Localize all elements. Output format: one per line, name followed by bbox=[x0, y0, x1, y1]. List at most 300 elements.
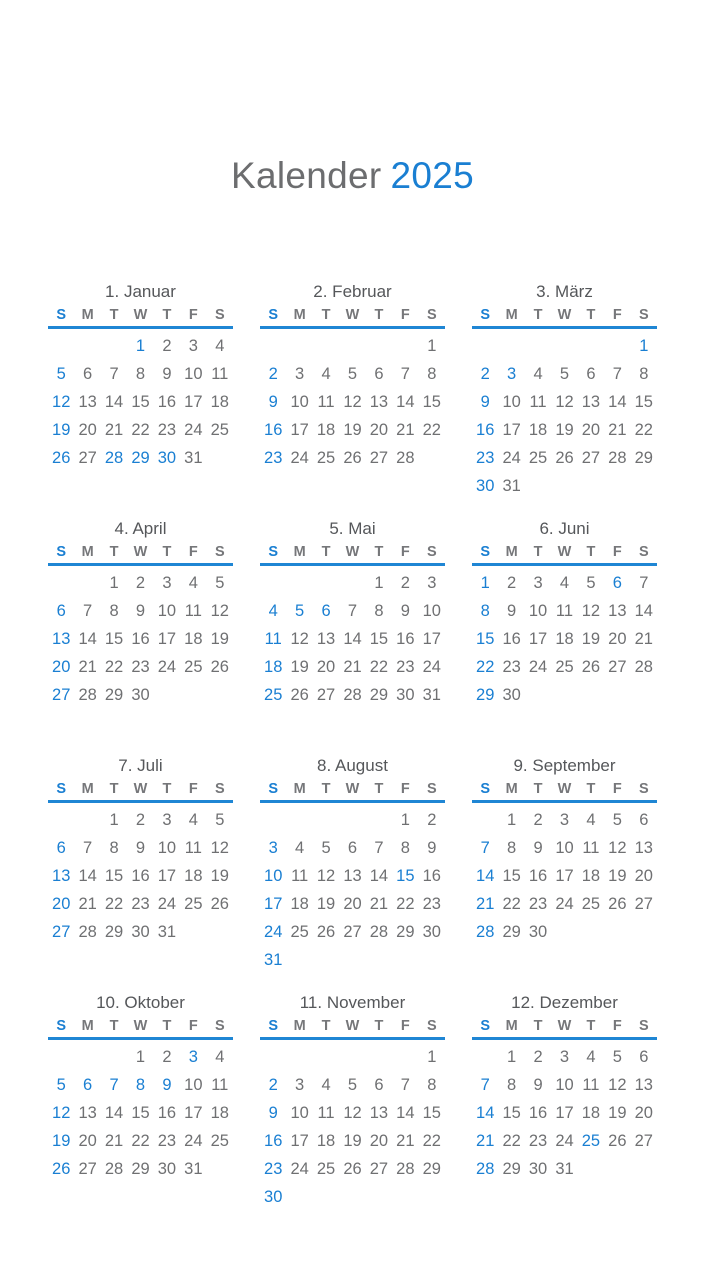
day-cell: 14 bbox=[343, 630, 362, 648]
day-cell: 20 bbox=[634, 867, 653, 885]
day-cell: 13 bbox=[369, 1104, 389, 1122]
day-cell: 27 bbox=[581, 449, 601, 467]
day-cell: 28 bbox=[476, 1160, 495, 1178]
day-cell: 19 bbox=[210, 630, 229, 648]
day-cell: 24 bbox=[555, 895, 574, 913]
month-block-10[interactable] bbox=[48, 991, 233, 1228]
day-cell: 5 bbox=[612, 1048, 622, 1066]
weekday-letter: W bbox=[557, 307, 572, 323]
weekday-letter: F bbox=[400, 781, 410, 797]
month-days-grid bbox=[260, 569, 445, 709]
day-cell: 30 bbox=[476, 477, 495, 495]
day-cell: 27 bbox=[369, 1160, 389, 1178]
day-cell: 24 bbox=[184, 421, 203, 439]
day-cell: 17 bbox=[157, 867, 177, 885]
day-cell: 26 bbox=[343, 449, 362, 467]
day-cell: 26 bbox=[210, 658, 229, 676]
day-cell: 12 bbox=[210, 839, 229, 857]
day-cell: 20 bbox=[316, 658, 336, 676]
month-title: 12. Dezember bbox=[511, 993, 618, 1012]
day-cell: 6 bbox=[612, 574, 622, 592]
day-cell: 10 bbox=[184, 365, 203, 383]
weekday-letter: S bbox=[214, 1018, 225, 1034]
day-cell: 1 bbox=[639, 337, 649, 355]
day-cell: 22 bbox=[369, 658, 389, 676]
weekday-letter: T bbox=[162, 781, 172, 797]
day-cell: 28 bbox=[104, 1160, 124, 1178]
day-cell: 17 bbox=[290, 1132, 309, 1150]
day-cell: 15 bbox=[104, 630, 124, 648]
day-cell: 21 bbox=[608, 421, 627, 439]
month-title: 8. August bbox=[317, 756, 388, 775]
day-cell: 13 bbox=[78, 1104, 97, 1122]
weekday-letter-sunday: S bbox=[480, 307, 491, 323]
month-days-grid bbox=[48, 1043, 233, 1183]
weekday-letter: T bbox=[533, 1018, 543, 1034]
day-cell: 26 bbox=[52, 1160, 71, 1178]
day-cell: 24 bbox=[555, 1132, 574, 1150]
weekday-letter: T bbox=[374, 1018, 384, 1034]
day-cell: 10 bbox=[157, 602, 177, 620]
weekday-letter: F bbox=[612, 1018, 622, 1034]
day-cell: 1 bbox=[507, 811, 517, 829]
day-cell: 24 bbox=[290, 1160, 309, 1178]
day-cell: 11 bbox=[184, 602, 202, 620]
day-cell: 10 bbox=[555, 839, 574, 857]
day-cell: 22 bbox=[104, 658, 124, 676]
weekday-header-row bbox=[48, 1015, 233, 1037]
day-cell: 20 bbox=[343, 895, 362, 913]
day-cell: 22 bbox=[422, 1132, 441, 1150]
day-cell: 26 bbox=[290, 686, 309, 704]
day-cell: 20 bbox=[52, 658, 71, 676]
day-cell: 10 bbox=[555, 1076, 574, 1094]
day-cell: 2 bbox=[135, 574, 146, 592]
day-cell: 4 bbox=[215, 1048, 225, 1066]
day-cell: 28 bbox=[476, 923, 495, 941]
day-cell: 12 bbox=[581, 602, 601, 620]
day-cell: 17 bbox=[555, 867, 574, 885]
day-cell: 30 bbox=[396, 686, 415, 704]
day-cell: 4 bbox=[533, 365, 543, 383]
weekday-letter: M bbox=[81, 544, 94, 560]
day-cell: 14 bbox=[104, 393, 124, 411]
weekday-letter: W bbox=[345, 781, 360, 797]
day-cell: 9 bbox=[480, 393, 490, 411]
weekday-letter: F bbox=[400, 544, 410, 560]
day-cell: 26 bbox=[210, 895, 229, 913]
day-cell: 5 bbox=[215, 811, 225, 829]
weekday-letter: M bbox=[505, 307, 518, 323]
day-cell: 18 bbox=[316, 421, 336, 439]
day-cell: 3 bbox=[162, 574, 172, 592]
weekday-letter: W bbox=[133, 1018, 148, 1034]
day-cell: 25 bbox=[581, 1132, 601, 1150]
day-cell: 29 bbox=[104, 923, 124, 941]
day-cell: 6 bbox=[56, 839, 66, 857]
month-days-grid bbox=[472, 806, 657, 946]
month-title: 5. Mai bbox=[329, 519, 376, 538]
day-cell: 6 bbox=[83, 365, 93, 383]
day-cell: 22 bbox=[131, 1132, 150, 1150]
day-cell: 21 bbox=[396, 1132, 415, 1150]
day-cell: 31 bbox=[157, 923, 177, 941]
day-cell: 15 bbox=[369, 630, 389, 648]
weekday-letter: S bbox=[426, 1018, 437, 1034]
day-cell: 18 bbox=[581, 1104, 601, 1122]
day-cell: 10 bbox=[502, 393, 521, 411]
day-cell: 7 bbox=[109, 1076, 119, 1094]
day-cell: 12 bbox=[210, 602, 229, 620]
day-cell: 23 bbox=[502, 658, 521, 676]
day-cell: 16 bbox=[422, 867, 441, 885]
day-cell: 23 bbox=[157, 421, 177, 439]
weekday-letter: T bbox=[586, 781, 596, 797]
year-grid bbox=[48, 280, 657, 1228]
weekday-letter: T bbox=[162, 1018, 172, 1034]
day-cell: 27 bbox=[78, 1160, 97, 1178]
weekday-header-row bbox=[48, 778, 233, 800]
day-cell: 19 bbox=[608, 867, 627, 885]
month-days-grid bbox=[48, 806, 233, 946]
weekday-letter: W bbox=[133, 307, 148, 323]
day-cell: 30 bbox=[502, 686, 521, 704]
day-cell: 14 bbox=[634, 602, 653, 620]
month-days-grid bbox=[472, 332, 657, 500]
day-cell: 29 bbox=[634, 449, 653, 467]
day-cell: 11 bbox=[582, 839, 600, 857]
day-cell: 14 bbox=[78, 630, 97, 648]
day-cell: 7 bbox=[347, 602, 358, 620]
weekday-header-row bbox=[260, 541, 445, 563]
day-cell: 20 bbox=[52, 895, 71, 913]
day-cell: 8 bbox=[427, 1076, 437, 1094]
weekday-letter-sunday: S bbox=[480, 1018, 491, 1034]
day-cell: 29 bbox=[369, 686, 389, 704]
day-cell: 16 bbox=[264, 1132, 283, 1150]
month-block-12[interactable] bbox=[472, 991, 657, 1228]
day-cell: 13 bbox=[634, 1076, 653, 1094]
weekday-letter: F bbox=[612, 544, 622, 560]
day-cell: 26 bbox=[316, 923, 336, 941]
day-cell: 29 bbox=[131, 449, 150, 467]
day-cell: 27 bbox=[52, 923, 71, 941]
day-cell: 21 bbox=[476, 895, 495, 913]
day-cell: 3 bbox=[162, 811, 172, 829]
month-block-11[interactable] bbox=[260, 991, 445, 1228]
day-cell: 12 bbox=[608, 839, 627, 857]
day-cell: 11 bbox=[211, 365, 229, 383]
day-cell: 30 bbox=[131, 923, 150, 941]
month-title: 2. Februar bbox=[313, 282, 392, 301]
day-cell: 21 bbox=[104, 421, 124, 439]
day-cell: 10 bbox=[422, 602, 441, 620]
day-cell: 17 bbox=[422, 630, 441, 648]
month-block-1[interactable] bbox=[48, 280, 233, 517]
day-cell: 4 bbox=[188, 574, 198, 592]
day-cell: 5 bbox=[295, 602, 305, 620]
month-days-grid bbox=[260, 332, 445, 472]
day-cell: 15 bbox=[634, 393, 653, 411]
day-cell: 12 bbox=[52, 1104, 71, 1122]
day-cell: 3 bbox=[559, 1048, 570, 1066]
weekday-letter: W bbox=[133, 544, 148, 560]
day-cell: 27 bbox=[343, 923, 362, 941]
day-cell: 26 bbox=[555, 449, 574, 467]
day-cell: 15 bbox=[502, 1104, 521, 1122]
day-cell: 19 bbox=[343, 1132, 362, 1150]
weekday-header-row bbox=[260, 1015, 445, 1037]
month-title: 3. März bbox=[536, 282, 593, 301]
day-cell: 24 bbox=[422, 658, 441, 676]
day-cell: 12 bbox=[343, 393, 362, 411]
day-cell: 26 bbox=[608, 1132, 627, 1150]
day-cell: 6 bbox=[586, 365, 596, 383]
month-separator-line bbox=[472, 800, 657, 803]
day-cell: 16 bbox=[502, 630, 521, 648]
day-cell: 19 bbox=[581, 630, 601, 648]
day-cell: 27 bbox=[316, 686, 336, 704]
day-cell: 5 bbox=[559, 365, 570, 383]
day-cell: 8 bbox=[374, 602, 384, 620]
weekday-letter: T bbox=[374, 307, 384, 323]
day-cell: 12 bbox=[52, 393, 71, 411]
day-cell: 20 bbox=[369, 421, 389, 439]
weekday-letter: W bbox=[557, 781, 572, 797]
weekday-header-row bbox=[472, 1015, 657, 1037]
day-cell: 7 bbox=[83, 602, 93, 620]
weekday-letter: T bbox=[321, 544, 331, 560]
day-cell: 4 bbox=[268, 602, 278, 620]
day-cell: 14 bbox=[396, 1104, 415, 1122]
day-cell: 28 bbox=[396, 449, 415, 467]
day-cell: 1 bbox=[427, 1048, 437, 1066]
day-cell: 5 bbox=[612, 811, 622, 829]
day-cell: 6 bbox=[374, 1076, 384, 1094]
day-cell: 3 bbox=[295, 365, 305, 383]
day-cell: 23 bbox=[528, 1132, 548, 1150]
day-cell: 16 bbox=[131, 867, 150, 885]
weekday-letter: T bbox=[586, 1018, 596, 1034]
day-cell: 5 bbox=[215, 574, 225, 592]
month-days-grid bbox=[260, 806, 445, 974]
day-cell: 5 bbox=[56, 1076, 66, 1094]
month-block-5[interactable] bbox=[260, 517, 445, 754]
day-cell: 26 bbox=[52, 449, 71, 467]
day-cell: 23 bbox=[264, 1160, 283, 1178]
weekday-letter-sunday: S bbox=[268, 1018, 279, 1034]
month-block-7[interactable] bbox=[48, 754, 233, 991]
month-separator-line bbox=[48, 326, 233, 329]
day-cell: 6 bbox=[347, 839, 358, 857]
day-cell: 26 bbox=[581, 658, 601, 676]
month-title: 7. Juli bbox=[118, 756, 163, 775]
day-cell: 23 bbox=[396, 658, 415, 676]
day-cell: 29 bbox=[502, 923, 521, 941]
day-cell: 8 bbox=[507, 1076, 517, 1094]
day-cell: 10 bbox=[528, 602, 548, 620]
weekday-letter: S bbox=[638, 1018, 649, 1034]
day-cell: 16 bbox=[528, 867, 548, 885]
day-cell: 1 bbox=[480, 574, 490, 592]
day-cell: 28 bbox=[369, 923, 389, 941]
day-cell: 15 bbox=[422, 393, 441, 411]
weekday-letter: F bbox=[188, 307, 198, 323]
day-cell: 9 bbox=[268, 393, 278, 411]
day-cell: 19 bbox=[555, 421, 574, 439]
day-cell: 7 bbox=[109, 365, 119, 383]
weekday-letter: T bbox=[321, 307, 331, 323]
day-cell: 30 bbox=[422, 923, 441, 941]
weekday-letter: T bbox=[109, 781, 119, 797]
day-cell: 29 bbox=[131, 1160, 150, 1178]
day-cell: 9 bbox=[135, 839, 146, 857]
day-cell: 30 bbox=[157, 449, 177, 467]
weekday-letter: M bbox=[293, 307, 306, 323]
page-title-text: Kalender bbox=[230, 155, 382, 196]
day-cell: 25 bbox=[290, 923, 309, 941]
day-cell: 14 bbox=[78, 867, 97, 885]
day-cell: 5 bbox=[347, 1076, 358, 1094]
day-cell: 3 bbox=[188, 1048, 198, 1066]
day-cell: 10 bbox=[290, 1104, 309, 1122]
day-cell: 2 bbox=[135, 811, 146, 829]
day-cell: 1 bbox=[109, 811, 119, 829]
weekday-letter: F bbox=[400, 1018, 410, 1034]
day-cell: 22 bbox=[131, 421, 150, 439]
day-cell: 23 bbox=[422, 895, 441, 913]
day-cell: 23 bbox=[264, 449, 283, 467]
day-cell: 9 bbox=[507, 602, 517, 620]
day-cell: 25 bbox=[581, 895, 601, 913]
day-cell: 17 bbox=[184, 1104, 203, 1122]
weekday-letter: S bbox=[638, 781, 649, 797]
day-cell: 7 bbox=[480, 1076, 490, 1094]
weekday-letter: T bbox=[109, 307, 119, 323]
weekday-header-row bbox=[472, 778, 657, 800]
day-cell: 7 bbox=[83, 839, 93, 857]
day-cell: 11 bbox=[291, 867, 309, 885]
day-cell: 4 bbox=[215, 337, 225, 355]
month-block-3[interactable] bbox=[472, 280, 657, 517]
day-cell: 31 bbox=[502, 477, 521, 495]
weekday-letter: T bbox=[321, 1018, 331, 1034]
weekday-letter-sunday: S bbox=[268, 544, 279, 560]
day-cell: 29 bbox=[422, 1160, 441, 1178]
day-cell: 22 bbox=[502, 895, 521, 913]
day-cell: 25 bbox=[184, 658, 203, 676]
day-cell: 13 bbox=[369, 393, 389, 411]
day-cell: 16 bbox=[157, 1104, 177, 1122]
month-separator-line bbox=[260, 1037, 445, 1040]
day-cell: 7 bbox=[480, 839, 490, 857]
month-block-2[interactable] bbox=[260, 280, 445, 517]
day-cell: 27 bbox=[634, 1132, 653, 1150]
month-days-grid bbox=[472, 569, 657, 709]
weekday-header-row bbox=[48, 304, 233, 326]
day-cell: 23 bbox=[131, 658, 150, 676]
day-cell: 6 bbox=[639, 811, 649, 829]
day-cell: 4 bbox=[586, 1048, 596, 1066]
weekday-letter: W bbox=[557, 544, 572, 560]
weekday-letter: S bbox=[214, 307, 225, 323]
page-title-year: 2025 bbox=[390, 155, 475, 196]
weekday-letter: T bbox=[374, 544, 384, 560]
day-cell: 19 bbox=[290, 658, 309, 676]
day-cell: 3 bbox=[268, 839, 278, 857]
day-cell: 9 bbox=[533, 1076, 543, 1094]
day-cell: 28 bbox=[634, 658, 653, 676]
day-cell: 7 bbox=[400, 365, 410, 383]
day-cell: 28 bbox=[396, 1160, 415, 1178]
weekday-letter: S bbox=[638, 544, 649, 560]
day-cell: 11 bbox=[317, 393, 335, 411]
day-cell: 15 bbox=[396, 867, 415, 885]
day-cell: 1 bbox=[374, 574, 384, 592]
day-cell: 20 bbox=[78, 421, 97, 439]
day-cell: 6 bbox=[639, 1048, 649, 1066]
month-block-9[interactable] bbox=[472, 754, 657, 991]
month-title: 1. Januar bbox=[105, 282, 176, 301]
day-cell: 22 bbox=[422, 421, 441, 439]
month-title: 11. November bbox=[299, 993, 406, 1012]
day-cell: 20 bbox=[634, 1104, 653, 1122]
weekday-letter: T bbox=[374, 781, 384, 797]
day-cell: 2 bbox=[162, 1048, 172, 1066]
day-cell: 24 bbox=[528, 658, 548, 676]
day-cell: 25 bbox=[210, 1132, 229, 1150]
day-cell: 16 bbox=[157, 393, 177, 411]
month-block-4[interactable] bbox=[48, 517, 233, 754]
day-cell: 15 bbox=[104, 867, 124, 885]
month-block-8[interactable] bbox=[260, 754, 445, 991]
day-cell: 31 bbox=[184, 449, 203, 467]
day-cell: 14 bbox=[608, 393, 627, 411]
weekday-letter-sunday: S bbox=[268, 307, 279, 323]
weekday-letter-sunday: S bbox=[56, 781, 67, 797]
day-cell: 12 bbox=[608, 1076, 627, 1094]
day-cell: 2 bbox=[268, 1076, 278, 1094]
weekday-letter: W bbox=[557, 1018, 572, 1034]
weekday-header-row bbox=[260, 304, 445, 326]
weekday-letter: M bbox=[81, 781, 94, 797]
day-cell: 31 bbox=[422, 686, 441, 704]
month-block-6[interactable] bbox=[472, 517, 657, 754]
day-cell: 27 bbox=[634, 895, 653, 913]
day-cell: 6 bbox=[321, 602, 331, 620]
day-cell: 13 bbox=[316, 630, 336, 648]
weekday-letter: F bbox=[188, 781, 198, 797]
day-cell: 27 bbox=[78, 449, 97, 467]
day-cell: 15 bbox=[131, 393, 150, 411]
day-cell: 12 bbox=[343, 1104, 362, 1122]
day-cell: 3 bbox=[427, 574, 437, 592]
day-cell: 31 bbox=[264, 951, 283, 969]
day-cell: 18 bbox=[184, 630, 203, 648]
day-cell: 11 bbox=[555, 602, 574, 620]
weekday-header-row bbox=[260, 778, 445, 800]
weekday-letter: T bbox=[533, 781, 543, 797]
weekday-letter: F bbox=[612, 307, 622, 323]
day-cell: 1 bbox=[400, 811, 410, 829]
day-cell: 25 bbox=[555, 658, 574, 676]
weekday-letter: F bbox=[188, 1018, 198, 1034]
day-cell: 17 bbox=[157, 630, 177, 648]
day-cell: 3 bbox=[188, 337, 198, 355]
day-cell: 13 bbox=[581, 393, 601, 411]
weekday-letter: S bbox=[426, 307, 437, 323]
day-cell: 2 bbox=[162, 337, 172, 355]
